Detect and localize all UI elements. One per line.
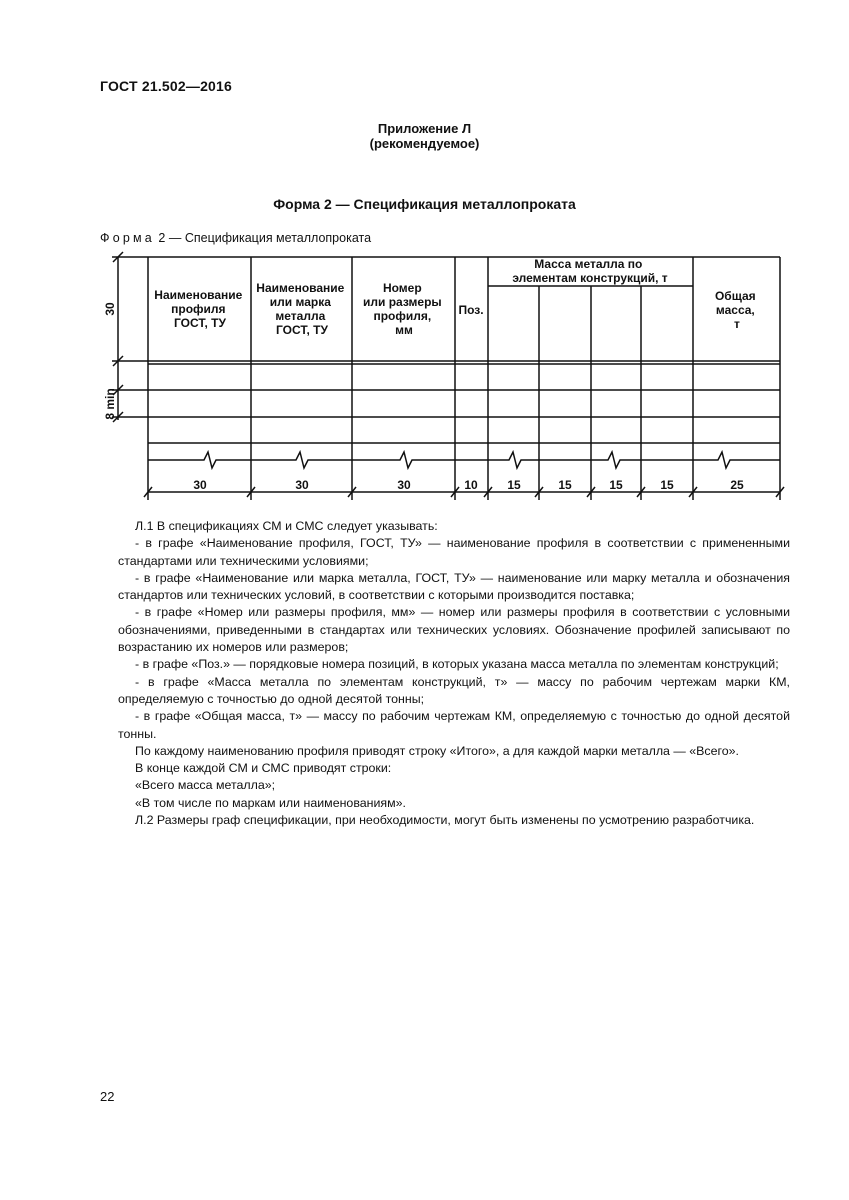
paragraph: - в графе «Масса металла по элементам конструкций, т» — массу по рабочим чертежам марки КМ, определяемую с точностью до одной десятой тонны; [118,674,790,706]
header-profile-size: Номер или размеры профиля, мм [363,281,442,337]
width-label: 30 [295,478,309,492]
paragraph: - в графе «Наименование или марка металла, ГОСТ, ТУ» — наименование или марку металла и обозначения стандартов или технических условий, в соответствии с которыми производится поставка; [118,570,790,603]
dimension-header-height: 30 [103,302,117,316]
width-label: 25 [730,478,744,492]
header-profile-name: Наименование профиля ГОСТ, ТУ [154,288,243,330]
width-label: 15 [558,478,572,492]
form-caption-rest: 2 — Спецификация металлопроката [154,231,372,245]
paragraph: В конце каждой СМ и СМС приводят строки: [135,761,392,776]
width-label: 30 [397,478,411,492]
appendix-title: Приложение Л [377,121,472,136]
header-total-mass: Общая масса, т [714,289,756,331]
paragraph: - в графе «Поз.» — порядковые номера позиций, в которых указана масса металла по элементам конструкций; [135,657,779,672]
paragraph: Л.2 Размеры граф спецификации, при необходимости, могут быть изменены по усмотрению разработчика. [135,813,755,828]
width-label: 15 [507,478,521,492]
paragraph: По каждому наименованию профиля приводят строку «Итого», а для каждой марки металла — «Всего». [135,743,739,758]
paragraph: «В том числе по маркам или наименованиям». [135,795,406,810]
dimension-row-height: 8 min [103,388,117,420]
width-label: 30 [193,478,207,492]
paragraph: - в графе «Номер или размеры профиля, мм» — номер или размеры профиля в соответствии с условными обозначениями, приведенными в стандартах или технических условиях. Обозначение профилей записывают по возрастанию их номеров или размеров; [118,605,790,655]
document-code: ГОСТ 21.502—2016 [100,78,233,94]
paragraph: - в графе «Наименование профиля, ГОСТ, ТУ» — наименование профиля в соответствии с примененными стандартами или техническими условиями; [118,536,790,568]
header-mass-group: Масса металла по элементам конструкций, т [512,257,668,285]
width-label: 15 [609,478,623,492]
specification-form-drawing [0,0,849,510]
paragraph: - в графе «Общая масса, т» — массу по рабочим чертежам КМ, определяемую с точностью до одной десятой тонны. [118,709,790,741]
width-label: 10 [464,478,478,492]
width-label: 15 [660,478,674,492]
header-pos: Поз. [458,303,484,317]
appendix-status: (рекомендуемое) [369,136,480,151]
header-metal-grade: Наименование или марка металла ГОСТ, ТУ [256,281,345,337]
page-number: 22 [100,1089,115,1104]
body-text [118,518,790,829]
form-caption-word: Форма [100,231,155,245]
paragraph: «Всего масса металла»; [135,778,276,793]
form-title: Форма 2 — Спецификация металлопроката [273,196,576,212]
paragraph: Л.1 В спецификациях СМ и СМС следует указывать: [135,519,438,533]
